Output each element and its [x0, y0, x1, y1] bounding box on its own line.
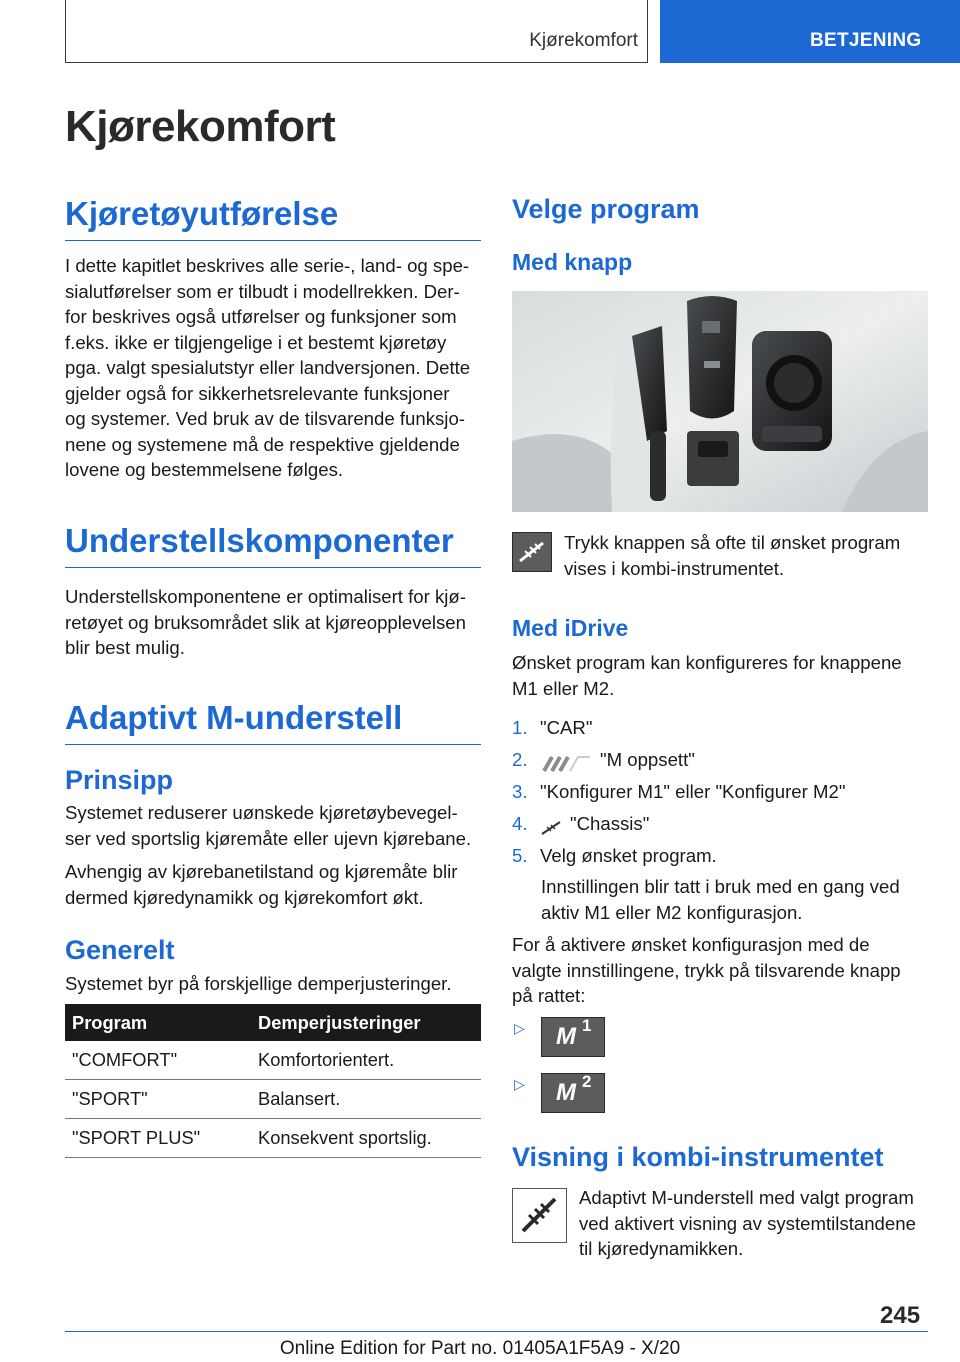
chassis-small-icon — [540, 817, 562, 833]
m1-letter: M — [556, 1023, 576, 1050]
footer-divider — [65, 1331, 928, 1332]
table-cell: "SPORT" — [65, 1080, 251, 1119]
heading-chassis-components: Understellskomponenter — [65, 523, 481, 568]
m1-button-icon — [541, 1017, 605, 1057]
header-section-title: Kjørekomfort — [529, 30, 638, 51]
list-item: 4. "Chassis" — [512, 813, 650, 834]
table-cell: Balansert. — [251, 1080, 481, 1119]
list-item: 1. "CAR" — [512, 717, 593, 738]
paragraph-idrive: Ønsket program kan konfigureres for knappene M1 eller M2. — [512, 652, 902, 699]
bullet-triangle-icon: ▷ — [514, 1020, 525, 1036]
header-chapter-label: BETJENING — [810, 30, 922, 51]
table-row — [65, 1119, 481, 1158]
table-cell: Konsekvent sportslig. — [251, 1119, 481, 1158]
header-chapter-tab — [660, 0, 960, 63]
table-row — [65, 1080, 481, 1119]
paragraph-principle-1: Systemet reduserer uønskede kjøretøybevegel- ser ved sportslig kjøremåte eller ujevn kjørebane. — [65, 802, 472, 849]
paragraph-display: Adaptivt M-understell med valgt program ved aktivert visning av systemtilstandene til kjøredynamikken. — [579, 1187, 916, 1259]
heading-vehicle-version: Kjøretøyutførelse — [65, 196, 481, 241]
heading-with-button: Med knapp — [512, 249, 633, 275]
paragraph-press-button: Trykk knappen så ofte til ønsket program vises i kombi-instrumentet. — [564, 532, 901, 579]
list-item: 2. "M oppsett" — [512, 749, 695, 770]
heading-general: Generelt — [65, 935, 175, 965]
heading-principle: Prinsipp — [65, 765, 174, 795]
heading-adaptive-m-chassis: Adaptivt M-understell — [65, 700, 481, 745]
paragraph-principle-2: Avhengig av kjørebanetilstand og kjøremåte blir dermed kjøredynamikk og kjørekomfort økt. — [65, 861, 458, 908]
paragraph-vehicle-version: I dette kapitlet beskrives alle serie-, land- og spe- sialutførelser som er tilbudt i modellrekken. Der- for beskrives også utførelser og funksjoner som f.eks. ikke er tilgjengelige i et bestemt kjøretøy pga. valgt spesialutstyr eller landversjonen. Dette gjelder også for sikkerhetsrelevante funksjoner og systemer. Ved bruk av de tilsvarende funksjo- nene og systemene må de respektive gjeldende lovene og bestemmelsene følges. — [65, 255, 471, 480]
table-header-damper: Demperjusteringer — [251, 1004, 481, 1041]
chassis-button-icon — [512, 532, 552, 572]
chassis-display-icon — [512, 1188, 567, 1243]
heading-display-cluster: Visning i kombi-instrumentet — [512, 1142, 884, 1172]
m2-button-icon — [541, 1073, 605, 1113]
paragraph-general: Systemet byr på forskjellige demperjusteringer. — [65, 973, 452, 994]
m2-letter: M — [556, 1079, 576, 1106]
heading-with-idrive: Med iDrive — [512, 615, 629, 641]
footer-edition: Online Edition for Part no. 01405A1F5A9 - X/20 — [279, 1338, 681, 1359]
table-cell: "SPORT PLUS" — [65, 1119, 251, 1158]
table-row — [65, 1041, 481, 1080]
table-header-program: Program — [65, 1004, 251, 1041]
m-stripes-icon — [540, 753, 590, 769]
page-number: 245 — [880, 1302, 921, 1329]
list-item: 3. "Konfigurer M1" eller "Konfigurer M2" — [512, 781, 846, 802]
paragraph-chassis-components: Understellskomponentene er optimalisert for kjø- retøyet og bruksområdet slik at kjøreopplevelsen blir best mulig. — [65, 586, 466, 658]
table-header-row — [65, 1004, 481, 1041]
damper-table — [65, 1004, 481, 1158]
m1-number: 1 — [582, 1016, 592, 1035]
center-console-photo — [512, 291, 928, 512]
table-cell: Komfortorientert. — [251, 1041, 481, 1080]
heading-select-program: Velge program — [512, 194, 700, 224]
paragraph-step5-note: Innstillingen blir tatt i bruk med en gang ved aktiv M1 eller M2 konfigurasjon. — [541, 876, 900, 923]
page-title: Kjørekomfort — [65, 102, 336, 151]
list-item: 5. Velg ønsket program. — [512, 845, 717, 866]
bullet-triangle-icon: ▷ — [514, 1076, 525, 1092]
m2-number: 2 — [582, 1072, 592, 1091]
paragraph-activate: For å aktivere ønsket konfigurasjon med de valgte innstillingene, trykk på tilsvarende knapp på rattet: — [512, 934, 901, 1006]
table-cell: "COMFORT" — [65, 1041, 251, 1080]
